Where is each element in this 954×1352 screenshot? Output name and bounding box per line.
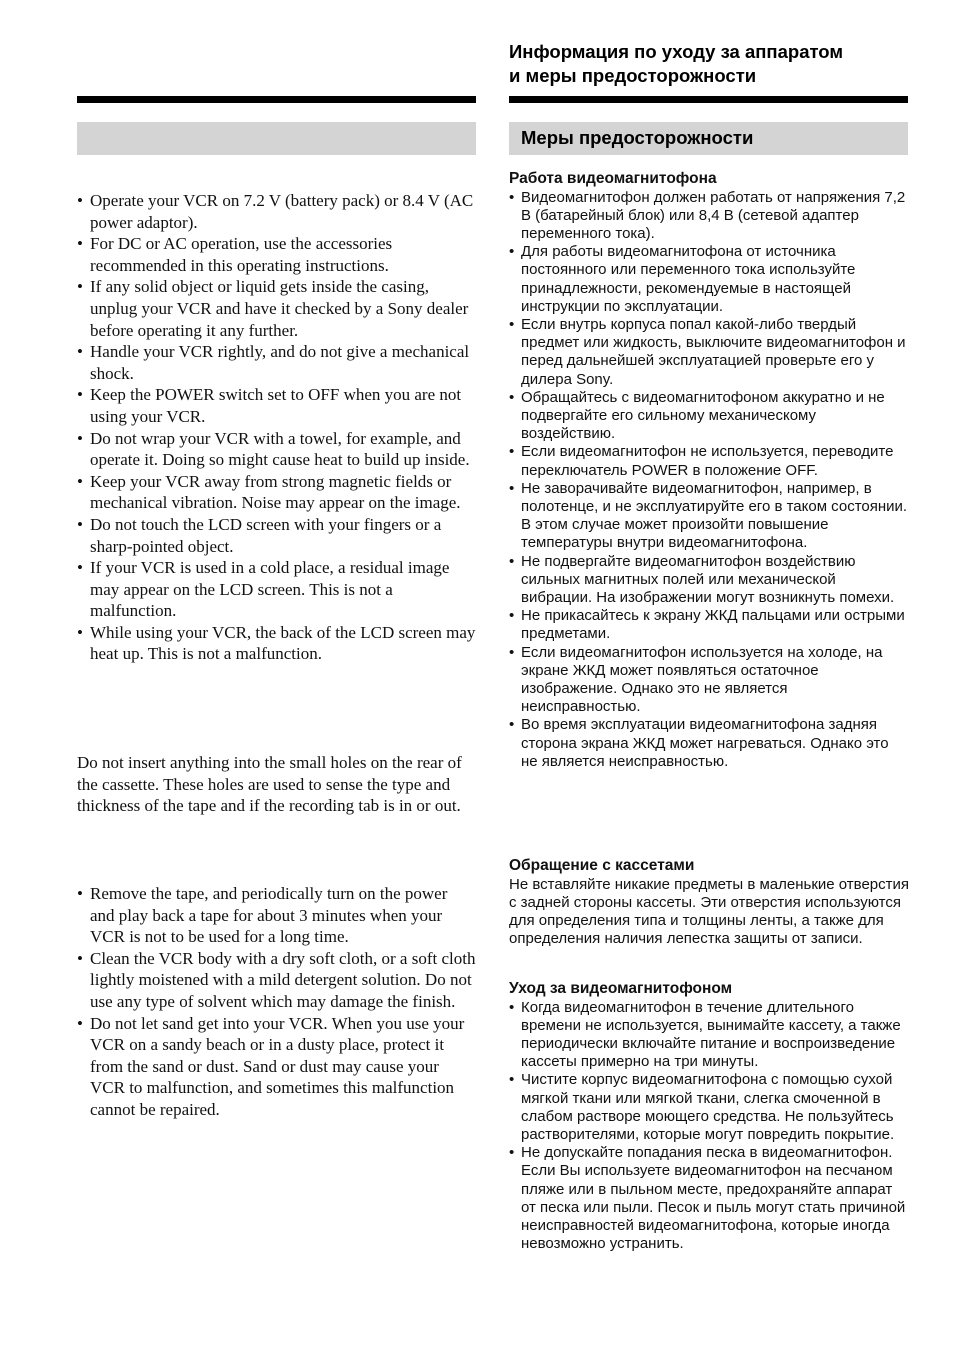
list-item: • Не подвергайте видеомагнитофон воздействию сильных магнитных полей или механической вибрации. На изображении могут возникнуть помехи.	[509, 552, 895, 606]
list-item: • Когда видеомагнитофон в течение длительного времени не используется, вынимайте кассету, а также периодически включайте питание и воспроизведение кассеты примерно на три минуты.	[509, 998, 901, 1071]
operation-section	[77, 190, 476, 665]
care-list	[77, 883, 476, 1121]
list-item: • Не прикасайтесь к экрану ЖКД пальцами или острыми предметами.	[509, 607, 905, 643]
list-item: • Чистите корпус видеомагнитофона с помощью сухой мягкой ткани или мягкой ткани, слегка смоченной в слабом растворе моющего средства. Не пользуйтесь растворителями, которые могут повредить покрытие.	[509, 1071, 895, 1143]
section-heading: Уход за видеомагнитофоном	[509, 980, 733, 997]
list-item: • Обращайтесь с видеомагнитофоном аккуратно и не подвергайте его сильному механическому воздействию.	[509, 388, 885, 443]
list-item: • Для работы видеомагнитофона от источника постоянного или переменного тока используйте принадлежности, рекомендуемые в настоящей инструкции по эксплуатации.	[509, 243, 856, 315]
list-item: • Keep the POWER switch set to OFF when you are not using your VCR.	[77, 385, 462, 426]
cassette-paragraph: Не вставляйте никакие предметы в маленькие отверстия с задней стороны кассеты. Эти отверстия используются для определения типа и толщины ленты, а также для определения наличия лепестка защиты от записи.	[509, 875, 910, 948]
list-item: • If your VCR is used in a cold place, a residual image may appear on the LCD screen. This is not a malfunction.	[77, 558, 450, 621]
section-band	[77, 122, 476, 155]
operation-list	[509, 189, 909, 772]
list-item: • Не допускайте попадания песка в видеомагнитофон. Если Вы используете видеомагнитофон на песчаном пляже или в пыльном месте, предохраняйте аппарат от песка или пыли. Песок и пыль могут стать причиной неисправностей видеомагнитофона, которые иногда невозможно устранить.	[509, 1144, 906, 1253]
list-item: • Если внутрь корпуса попал какой-либо твердый предмет или жидкость, выключите видеомагнитофон и перед дальнейшей эксплуатацией проверьте его у дилера Sony.	[509, 315, 906, 388]
list-item: • Do not let sand get into your VCR. When you use your VCR on a sandy beach or in a dusty place, protect it from the sand or dust. Sand or dust may cause your VCR to malfunction, and sometimes this malfunction cannot be repaired.	[77, 1013, 465, 1119]
list-item: • Keep your VCR away from strong magnetic fields or mechanical vibration. Noise may appear on the image.	[77, 471, 461, 513]
section-heading: Обращение с кассетами	[509, 857, 695, 874]
cassette-section	[77, 752, 476, 817]
header-rule	[77, 96, 476, 103]
list-item: • Не заворачивайте видеомагнитофон, например, в полотенце, и не эксплуатируйте его в таком состоянии. В этом случае может произойти повышение температуры внутри видеомагнитофона.	[509, 479, 908, 552]
list-item: • Remove the tape, and periodically turn on the power and play back a tape for about 3 minutes when your VCR is not to be used for a long time.	[77, 884, 448, 947]
list-item: • Видеомагнитофон должен работать от напряжения 7,2 В (батарейный блок) или 8,4 В (сетевой адаптер переменного тока).	[509, 188, 906, 242]
operation-list	[77, 190, 476, 665]
section-title: Меры предосторожности	[521, 127, 754, 148]
care-section	[509, 980, 909, 1253]
operation-section	[509, 170, 909, 771]
list-item: • Operate your VCR on 7.2 V (battery pack) or 8.4 V (AC power adaptor).	[77, 191, 474, 232]
cassette-section	[509, 857, 909, 948]
list-item: • Do not touch the LCD screen with your fingers or a sharp-pointed object.	[77, 514, 442, 556]
list-item: • Clean the VCR body with a dry soft cloth, or a soft cloth lightly moistened with a mild detergent solution. Do not use any type of solvent which may damage the finish.	[77, 948, 476, 1011]
list-item: • While using your VCR, the back of the LCD screen may heat up. This is not a malfunction.	[77, 622, 476, 664]
care-section	[77, 883, 476, 1121]
list-item: • Do not wrap your VCR with a towel, for example, and operate it. Doing so might cause heat to build up inside.	[77, 428, 470, 470]
list-item: • Handle your VCR rightly, and do not give a mechanical shock.	[77, 342, 470, 383]
list-item: • Если видеомагнитофон используется на холоде, на экране ЖКД может появляться остаточное изображение. Однако это не является неисправностью.	[509, 643, 883, 716]
list-item: • Если видеомагнитофон не используется, переводите переключатель POWER в положение OFF.	[509, 443, 894, 479]
section-heading: Работа видеомагнитофона	[509, 170, 717, 187]
page-title: Информация по уходу за аппаратом и меры предосторожности	[509, 41, 844, 86]
care-list	[509, 999, 909, 1254]
list-item: • For DC or AC operation, use the accessories recommended in this operating instructions.	[77, 234, 393, 275]
section-band	[509, 122, 908, 155]
header-rule	[509, 96, 908, 103]
cassette-paragraph: Do not insert anything into the small holes on the rear of the cassette. These holes are used to sense the type and thickness of the tape and if the recording tab is in or out.	[77, 753, 462, 816]
list-item: • If any solid object or liquid gets inside the casing, unplug your VCR and have it checked by a Sony dealer before operating it any further.	[77, 277, 469, 340]
list-item: • Во время эксплуатации видеомагнитофона задняя сторона экрана ЖКД может нагреваться. Однако это не является неисправностью.	[509, 716, 889, 770]
